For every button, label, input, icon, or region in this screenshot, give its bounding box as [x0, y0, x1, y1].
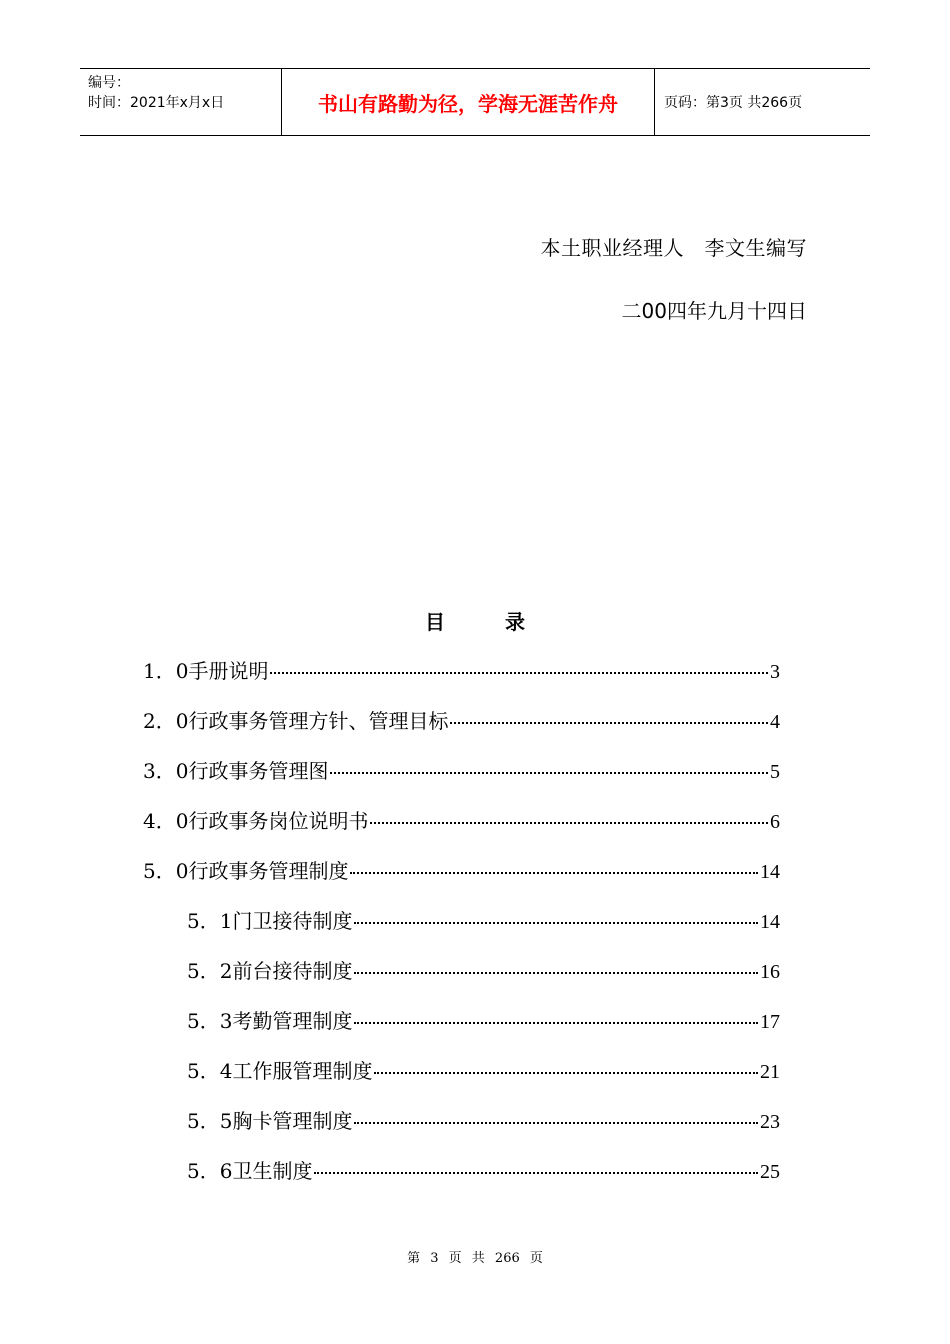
toc-leader-dots	[270, 672, 768, 674]
toc-entry-page: 14	[760, 911, 780, 933]
author-line: 本土职业经理人 李文生编写	[540, 236, 807, 260]
toc-entry[interactable]	[143, 805, 780, 835]
toc-entry-label: 5．5胸卡管理制度	[187, 1109, 353, 1133]
toc-entry-label: 5．4工作服管理制度	[187, 1059, 373, 1083]
toc-leader-dots	[354, 972, 758, 974]
toc-entry-page: 25	[760, 1161, 780, 1183]
toc-entry-page: 3	[770, 661, 780, 683]
toc-leader-dots	[314, 1172, 758, 1174]
toc-entry-label: 2．0行政事务管理方针、管理目标	[143, 709, 449, 733]
toc-entry-page: 17	[760, 1011, 780, 1033]
toc-entry-label: 4．0行政事务岗位说明书	[143, 809, 369, 833]
document-time: 时间：2021年x月x日	[88, 95, 225, 111]
toc-leader-dots	[350, 872, 758, 874]
toc-entry[interactable]	[143, 705, 780, 735]
toc-entry-page: 23	[760, 1111, 780, 1133]
toc-entry-label: 3．0行政事务管理图	[143, 759, 329, 783]
toc-entry-page: 21	[760, 1061, 780, 1083]
toc-subentry[interactable]	[187, 955, 780, 985]
toc-entry[interactable]	[143, 655, 780, 685]
toc-subentry[interactable]	[187, 905, 780, 935]
toc-subentry[interactable]	[187, 1105, 780, 1135]
toc-entry-label: 1．0手册说明	[143, 659, 269, 683]
toc-leader-dots	[374, 1072, 758, 1074]
toc-leader-dots	[354, 922, 758, 924]
toc-entry-page: 6	[770, 811, 780, 833]
toc-entry-page: 4	[770, 711, 780, 733]
date-line: 二00四年九月十四日	[621, 299, 807, 323]
toc-entry-label: 5．6卫生制度	[187, 1159, 313, 1183]
toc-leader-dots	[354, 1022, 758, 1024]
toc-leader-dots	[330, 772, 768, 774]
toc-entry[interactable]	[143, 855, 780, 885]
toc-entry[interactable]	[143, 755, 780, 785]
toc-entry-label: 5．2前台接待制度	[187, 959, 353, 983]
toc-leader-dots	[370, 822, 768, 824]
document-number: 编号：	[88, 75, 130, 91]
toc-entry-page: 5	[770, 761, 780, 783]
header-meta	[80, 69, 281, 135]
toc-entry-label: 5．1门卫接待制度	[187, 909, 353, 933]
page-header	[80, 68, 870, 136]
toc-entry-page: 16	[760, 961, 780, 983]
toc-subentry[interactable]	[187, 1155, 780, 1185]
toc-leader-dots	[450, 722, 768, 724]
toc-entry-label: 5．0行政事务管理制度	[143, 859, 349, 883]
toc-entry-page: 14	[760, 861, 780, 883]
header-motto: 书山有路勤为径，学海无涯苦作舟	[281, 69, 655, 135]
toc-entry-label: 5．3考勤管理制度	[187, 1009, 353, 1033]
toc-leader-dots	[354, 1122, 758, 1124]
toc-title: 目录	[425, 610, 585, 634]
page-footer: 第 3 页 共 266 页	[407, 1251, 543, 1266]
header-page-info: 页码：第3页 共266页	[664, 95, 803, 111]
toc-subentry[interactable]	[187, 1005, 780, 1035]
toc-subentry[interactable]	[187, 1055, 780, 1085]
